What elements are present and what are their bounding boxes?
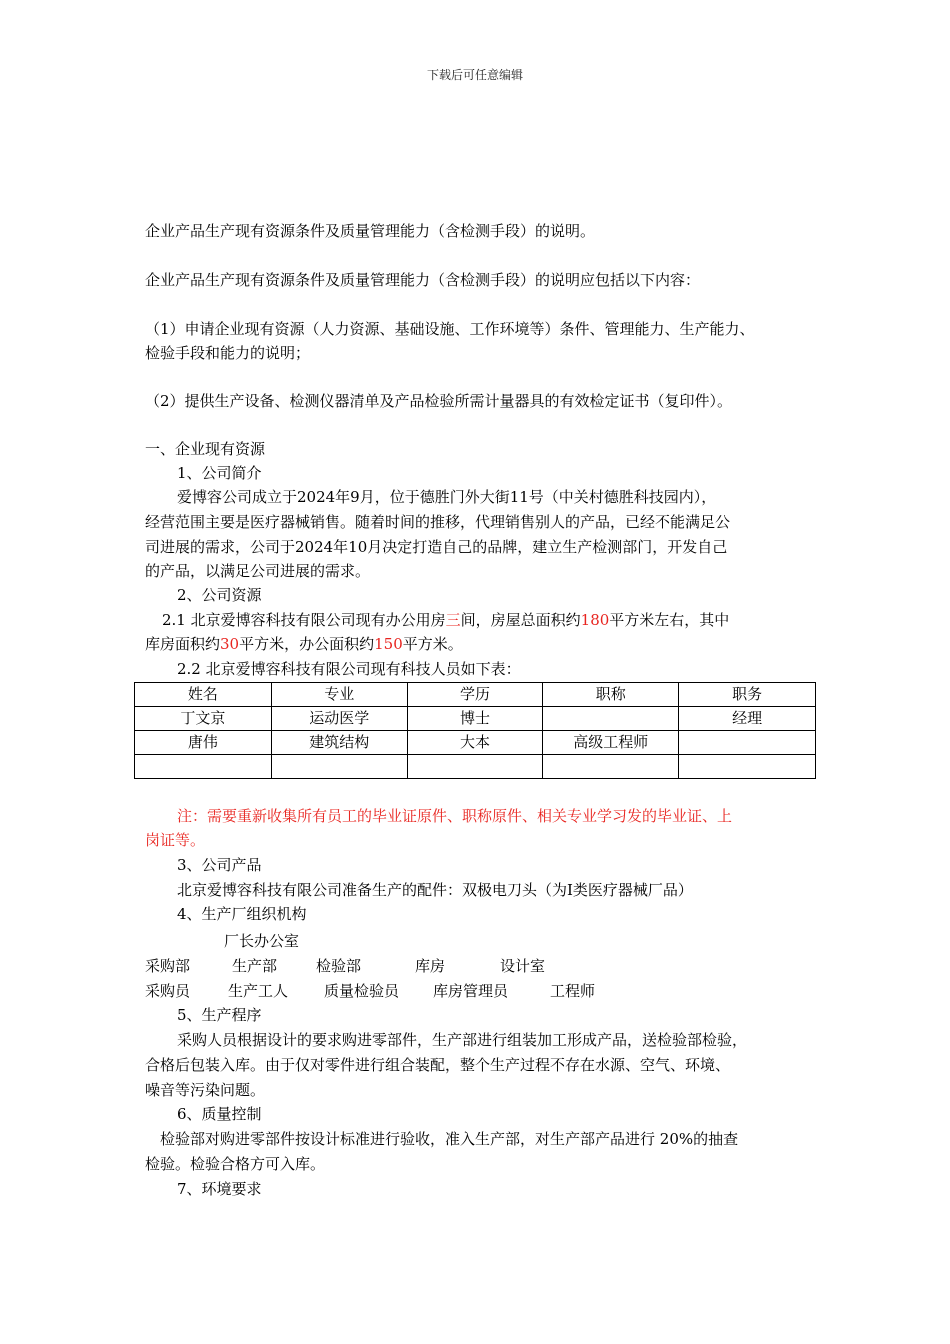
page-header: 下载后可任意编辑 bbox=[426, 68, 523, 82]
quality-line-2: 检验。检验合格方可入库。 bbox=[145, 1155, 326, 1173]
table-cell bbox=[679, 755, 816, 779]
org-role-inspector: 质量检验员 bbox=[324, 982, 400, 1000]
note-line-2: 岗证等。 bbox=[145, 831, 206, 849]
table-cell: 高级工程师 bbox=[543, 731, 679, 755]
org-dept-inspection: 检验部 bbox=[316, 957, 362, 975]
table-header-row bbox=[135, 683, 816, 707]
table-cell: 博士 bbox=[407, 707, 543, 731]
table-cell: 丁文京 bbox=[135, 707, 272, 731]
process-line-3: 噪音等污染问题。 bbox=[145, 1081, 266, 1099]
org-top-office: 厂长办公室 bbox=[224, 932, 300, 950]
table-cell bbox=[543, 707, 679, 731]
product-text: 北京爱博容科技有限公司准备生产的配件：双极电刀头（为Ⅰ类医疗器械厂品） bbox=[177, 881, 693, 899]
item-1-line-2: 检验手段和能力的说明； bbox=[145, 344, 311, 362]
process-line-2: 合格后包装入库。由于仅对零件进行组合装配，整个生产过程不存在水源、空气、环境、 bbox=[145, 1056, 731, 1074]
resources-text-e: 平方米，办公面积约 bbox=[239, 635, 375, 653]
subsection-3-title: 3、公司产品 bbox=[177, 856, 262, 874]
table-cell bbox=[543, 755, 679, 779]
subsection-2-title: 2、公司资源 bbox=[177, 586, 262, 604]
org-dept-production: 生产部 bbox=[232, 957, 278, 975]
table-row bbox=[135, 755, 816, 779]
header-education: 学历 bbox=[407, 683, 543, 707]
resources-2-2: 2.2 北京爱博容科技有限公司现有科技人员如下表： bbox=[177, 660, 521, 678]
company-intro-line-4: 的产品，以满足公司进展的需求。 bbox=[145, 562, 371, 580]
subsection-1-title: 1、公司简介 bbox=[177, 464, 262, 482]
org-dept-warehouse: 库房 bbox=[415, 957, 446, 975]
org-role-worker: 生产工人 bbox=[228, 982, 289, 1000]
total-area: 180 bbox=[580, 611, 610, 629]
item-2: （2）提供生产设备、检测仪器清单及产品检验所需计量器具的有效检定证书（复印件）。 bbox=[145, 392, 733, 410]
table-cell: 建筑结构 bbox=[271, 731, 407, 755]
resources-text-d: 库房面积约 bbox=[145, 635, 221, 653]
company-intro-line-3: 司进展的需求，公司于2024年10月决定打造自己的品牌，建立生产检测部门，开发自己 bbox=[145, 538, 728, 556]
office-area: 150 bbox=[374, 635, 403, 653]
subsection-6-title: 6、质量控制 bbox=[177, 1105, 262, 1123]
org-dept-design: 设计室 bbox=[500, 957, 546, 975]
company-intro-line-2: 经营范围主要是医疗器械销售。随着时间的推移，代理销售别人的产品，已经不能满足公 bbox=[145, 513, 731, 531]
header-position: 职务 bbox=[679, 683, 816, 707]
intro-text: 企业产品生产现有资源条件及质量管理能力（含检测手段）的说明应包括以下内容： bbox=[145, 271, 701, 289]
document-title: 企业产品生产现有资源条件及质量管理能力（含检测手段）的说明。 bbox=[145, 222, 596, 240]
table-cell: 唐伟 bbox=[135, 731, 272, 755]
table-row bbox=[135, 731, 816, 755]
table-cell: 经理 bbox=[679, 707, 816, 731]
table-cell bbox=[407, 755, 543, 779]
resources-text-c: 平方米左右，其中 bbox=[609, 611, 730, 629]
org-role-engineer: 工程师 bbox=[550, 982, 596, 1000]
process-line-1: 采购人员根据设计的要求购进零部件，生产部进行组装加工形成产品，送检验部检验， bbox=[177, 1031, 748, 1049]
header-name: 姓名 bbox=[135, 683, 272, 707]
resources-text-a: 2.1 北京爱博容科技有限公司现有办公用房 bbox=[162, 611, 446, 629]
staff-table bbox=[134, 682, 816, 779]
item-1-line-1: （1）申请企业现有资源（人力资源、基础设施、工作环境等）条件、管理能力、生产能力、 bbox=[145, 320, 755, 338]
header-major: 专业 bbox=[271, 683, 407, 707]
table-cell: 大本 bbox=[407, 731, 543, 755]
section-1-heading: 一、企业现有资源 bbox=[145, 440, 266, 458]
room-count: 三 bbox=[445, 611, 461, 629]
table-cell bbox=[679, 731, 816, 755]
resources-text-b: 间，房屋总面积约 bbox=[460, 611, 581, 629]
quality-line-1: 检验部对购进零部件按设计标准进行验收，准入生产部，对生产部产品进行 20%的抽查 bbox=[160, 1130, 739, 1148]
table-cell bbox=[135, 755, 272, 779]
resources-text-f: 平方米。 bbox=[402, 635, 463, 653]
resources-2-1-line-2 bbox=[145, 632, 817, 656]
subsection-7-title: 7、环境要求 bbox=[177, 1180, 262, 1198]
resources-2-1-line-1 bbox=[162, 608, 834, 632]
header-title: 职称 bbox=[543, 683, 679, 707]
table-cell bbox=[271, 755, 407, 779]
org-role-purchaser: 采购员 bbox=[145, 982, 191, 1000]
note-line-1: 注：需要重新收集所有员工的毕业证原件、职称原件、相关专业学习发的毕业证、上 bbox=[177, 807, 733, 825]
storage-area: 30 bbox=[220, 635, 240, 653]
table-cell: 运动医学 bbox=[271, 707, 407, 731]
table-row bbox=[135, 707, 816, 731]
subsection-5-title: 5、生产程序 bbox=[177, 1006, 262, 1024]
subsection-4-title: 4、生产厂组织机构 bbox=[177, 905, 307, 923]
org-role-warehouse-keeper: 库房管理员 bbox=[433, 982, 509, 1000]
company-intro-line-1: 爱博容公司成立于2024年9月，位于德胜门外大街11号（中关村德胜科技园内）， bbox=[177, 488, 717, 506]
org-dept-purchasing: 采购部 bbox=[145, 957, 191, 975]
